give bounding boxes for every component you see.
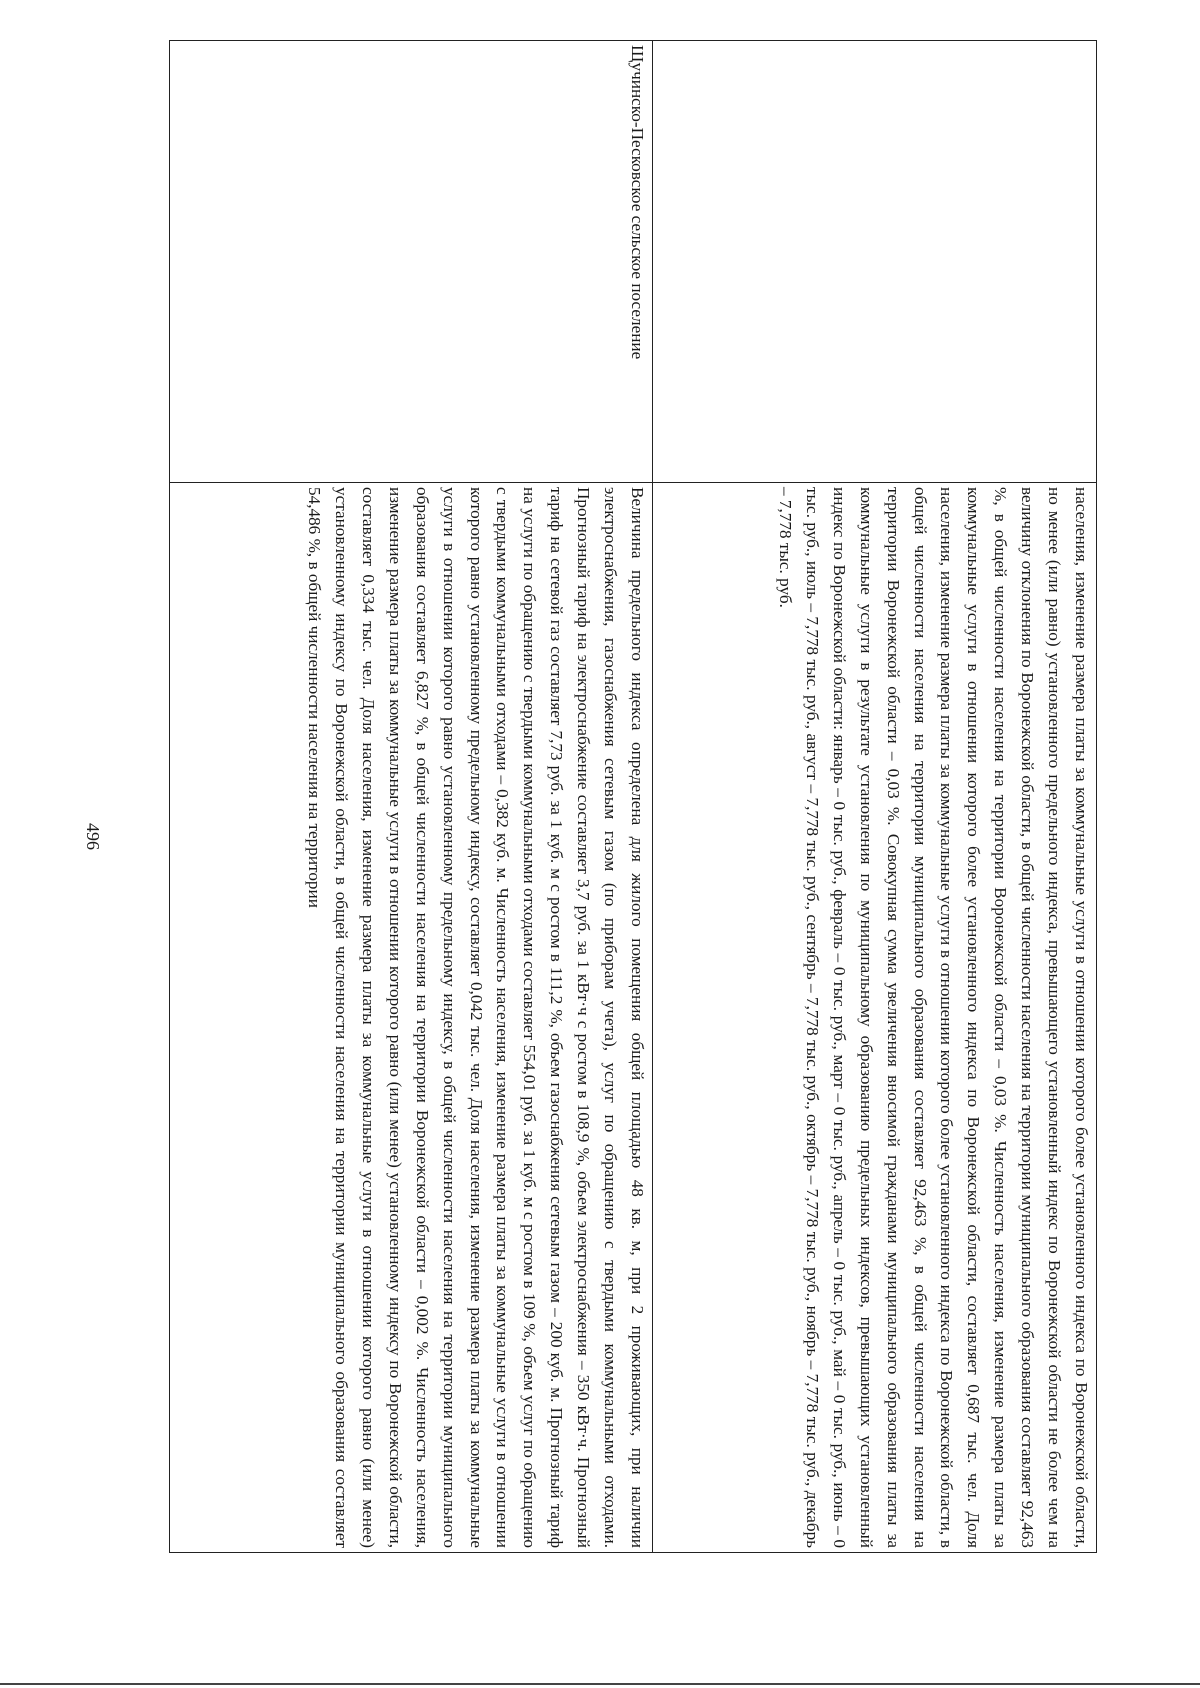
municipality-cell [653, 41, 1097, 483]
scan-bottom-edge [0, 1683, 1200, 1685]
municipality-index-table [169, 40, 1097, 1553]
page-number: 496 [83, 823, 103, 850]
description-cell: населения, изменение размера платы за коммунальные услуги в отношении которого более установленного индекса по Воронежской области, но менее (или равно) установленного предельного индекса, превышающего установленный индекс по Воронежской области не более чем на величину отклонения по Воронежской области, в общей численности населения на территории муниципального образования составляет 92,463 %, в общей численности населения на территории Воронежской области – 0,03 %. Численность населения, изменение размера платы за коммунальные услуги в отношении которого более установленного индекса по Воронежской области, составляет 0,687 тыс. чел. Доля населения, изменение размера платы за коммунальные услуги в отношении которого более установленного индекса по Воронежской области, в общей численности населения на территории муниципального образования составляет 92,463 %, в общей численности населения на территории Воронежской области – 0,03 %. Совокупная сумма увеличения вносимой гражданами муниципального образования платы за коммунальные услуги в результате установления по муниципальному образованию предельных индексов, превышающих установленный индекс по Воронежской области: январь – 0 тыс. руб., февраль – 0 тыс. руб., март – 0 тыс. руб., апрель – 0 тыс. руб., май – 0 тыс. руб., июнь – 0 тыс. руб., июль – 7,778 тыс. руб., август – 7,778 тыс. руб., сентябрь – 7,778 тыс. руб., октябрь – 7,778 тыс. руб., ноябрь – 7,778 тыс. руб., декабрь – 7,778 тыс. руб. [653, 483, 1097, 1553]
description-cell: Величина предельного индекса определена для жилого помещения общей площадью 48 кв. м, при 2 проживающих, при наличии электроснабжения, газоснабжения сетевым газом (по приборам учета), услуг по обращению с твердыми коммунальными отходами. Прогнозный тариф на электроснабжение составляет 3,7 руб. за 1 кВт·ч с ростом в 108,9 %, объем электроснабжения – 350 кВт·ч. Прогнозный тариф на сетевой газ составляет 7,73 руб. за 1 куб. м с ростом в 111,2 %, объем газоснабжения сетевым газом – 200 куб. м. Прогнозный тариф на услуги по обращению с твердыми коммунальными отходами составляет 554,01 руб. за 1 куб. м с ростом в 109 %, объем услуг по обращению с твердыми коммунальными отходами – 0,382 куб. м. Численность населения, изменение размера платы за коммунальные услуги в отношении которого равно установленному предельному индексу, составляет 0,042 тыс. чел. Доля населения, изменение размера платы за коммунальные услуги в отношении которого равно установленному предельному индексу, в общей численности населения на территории муниципального образования составляет 6,827 %, в общей численности населения на территории Воронежской области – 0,002 %. Численность населения, изменение размера платы за коммунальные услуги в отношении которого равно (или менее) установленному индексу по Воронежской области, составляет 0,334 тыс. чел. Доля населения, изменение размера платы за коммунальные услуги в отношении которого равно (или менее) установленному индексу по Воронежской области, в общей численности населения на территории муниципального образования составляет 54,486 %, в общей численности населения на территории [170, 483, 653, 1553]
rotated-page-content [170, 40, 1097, 1552]
table-row [170, 41, 653, 1553]
table-row [653, 41, 1097, 1553]
municipality-cell: Щучинско-Песковское сельское поселение [170, 41, 653, 483]
